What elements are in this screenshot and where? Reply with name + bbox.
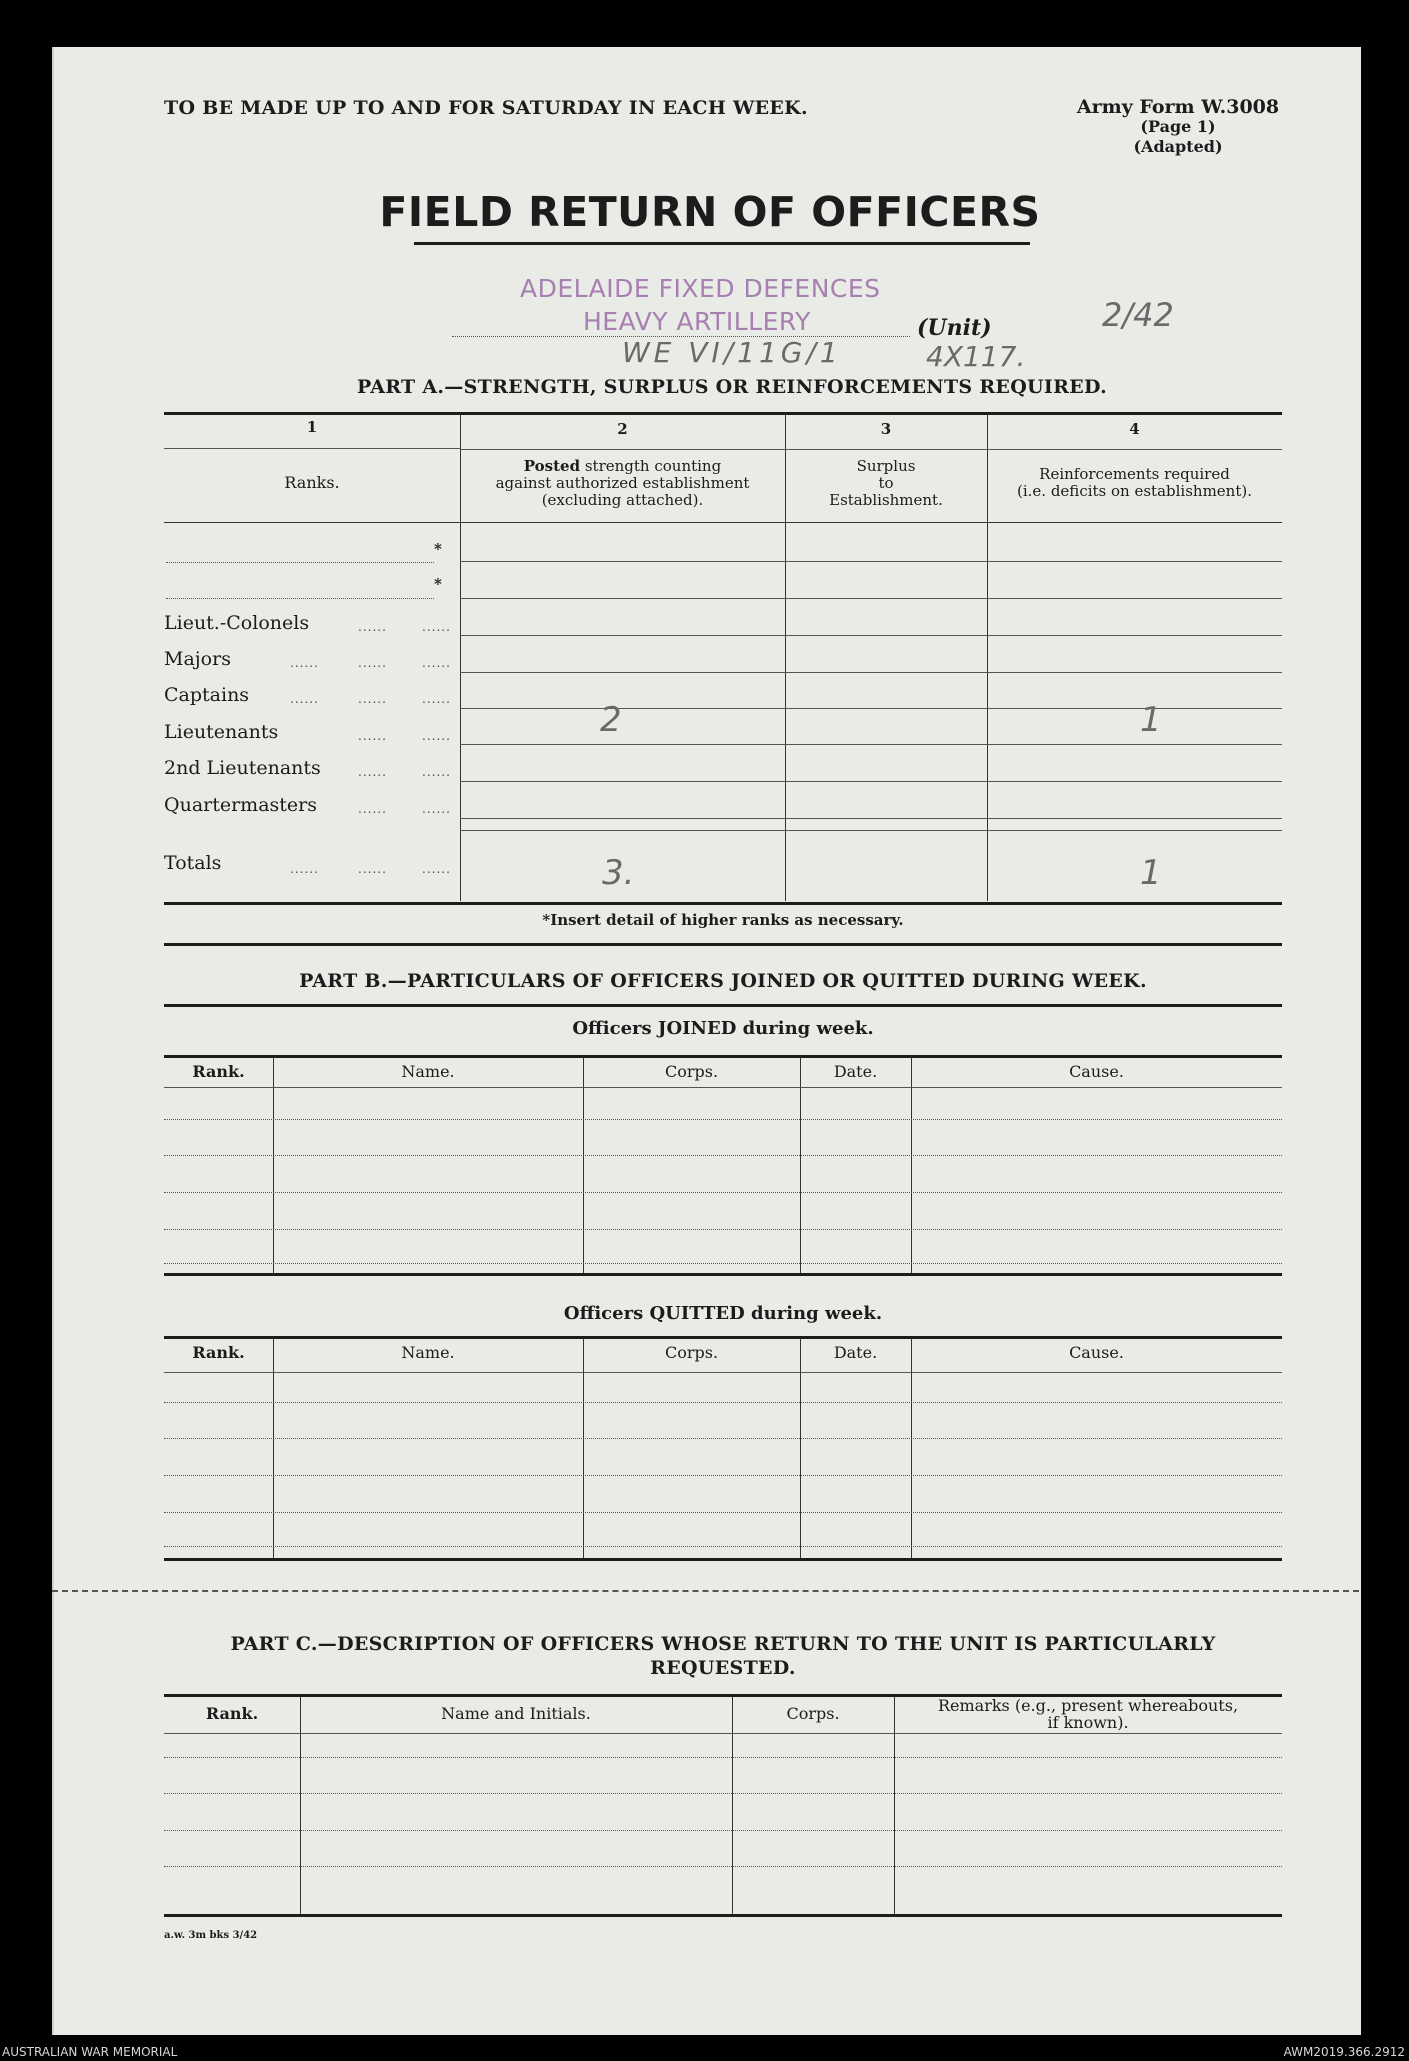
row-rule (460, 830, 1282, 831)
joined-col-name: Name. (401, 1062, 455, 1081)
row-rule (460, 635, 1282, 636)
col-number-2: 2 (617, 420, 628, 438)
quitted-row-line (164, 1475, 1282, 1476)
part-a-bottom-rule (164, 902, 1282, 905)
rank-label: Majors (164, 648, 231, 670)
part-c-row-line (164, 1830, 1282, 1831)
part-c-row-line (164, 1866, 1282, 1867)
totals-reinforcements-value: 1 (1140, 853, 1162, 893)
header-reinforcements (987, 466, 1282, 500)
quitted-row-line (164, 1438, 1282, 1439)
star-row-line (166, 562, 434, 563)
quitted-word: QUITTED (649, 1303, 745, 1324)
quitted-header-rule (164, 1372, 1282, 1373)
part-a-top-rule (164, 412, 1282, 415)
quitted-prefix: Officers (563, 1303, 650, 1324)
part-c-row-line (164, 1793, 1282, 1794)
handwritten-establishment: WE VI/11G/1 (622, 336, 842, 369)
quitted-col-cause: Cause. (1069, 1343, 1124, 1362)
header-reinf-line2: (i.e. deficits on establishment). (1017, 482, 1252, 500)
quitted-col-divider (583, 1338, 584, 1558)
part-b-top-rule (164, 1004, 1282, 1007)
title-underline (414, 242, 1030, 245)
joined-row-line (164, 1192, 1282, 1193)
part-c-col-name: Name and Initials. (441, 1704, 591, 1723)
quitted-col-date: Date. (833, 1343, 878, 1362)
quitted-heading (164, 1303, 1282, 1324)
joined-row-line (164, 1155, 1282, 1156)
quitted-row-line (164, 1402, 1282, 1403)
part-c-col-rank: Rank. (205, 1704, 259, 1723)
joined-suffix: during week. (736, 1018, 874, 1039)
rank-label: 2nd Lieutenants (164, 757, 321, 779)
header-posted-rest: strength counting (580, 457, 722, 475)
rank-label: Captains (164, 684, 250, 706)
joined-col-divider (273, 1057, 274, 1273)
form-number: Army Form W.3008 (1076, 96, 1280, 118)
part-b-title: PART B.—PARTICULARS OF OFFICERS JOINED OR QUITTED DURING WEEK. (299, 970, 1147, 992)
header-surplus-line3: Establishment. (829, 491, 943, 509)
joined-row-line (164, 1263, 1282, 1264)
row-rule (460, 818, 1282, 819)
star-row-line (166, 598, 434, 599)
row-rule (460, 598, 1282, 599)
header-ranks: Ranks. (284, 473, 340, 492)
star-marker: * (434, 575, 442, 593)
part-a-title: PART A.—STRENGTH, SURPLUS OR REINFORCEMENTS REQUIRED. (357, 376, 1107, 398)
joined-col-cause: Cause. (1069, 1062, 1124, 1081)
part-c-col-remarks (894, 1697, 1282, 1731)
part-c-header-rule (164, 1733, 1282, 1734)
joined-row-line (164, 1229, 1282, 1230)
header-surplus-line2: to (878, 474, 894, 492)
quitted-row-line (164, 1546, 1282, 1547)
unit-stamp-line1: ADELAIDE FIXED DEFENCES (520, 274, 881, 303)
part-a-footnote: *Insert detail of higher ranks as necessary. (542, 911, 904, 929)
header-rule (164, 448, 460, 449)
rank-label: Quartermasters (164, 794, 317, 816)
joined-heading (164, 1018, 1282, 1039)
part-c-table-bottom (164, 1914, 1282, 1917)
col-number-1: 1 (306, 418, 318, 436)
header-posted-line3: (excluding attached). (541, 491, 704, 509)
handwritten-code: 4X117. (926, 340, 1026, 373)
part-c-row-line (164, 1757, 1282, 1758)
section-divider (164, 943, 1282, 946)
quitted-row-line (164, 1512, 1282, 1513)
form-page: (Page 1) (1140, 117, 1216, 136)
header-rule (460, 449, 1282, 450)
part-c-col-corps: Corps. (786, 1704, 840, 1723)
lieutenants-reinforcements-value: 1 (1140, 700, 1162, 740)
header-surplus (785, 458, 987, 509)
tear-line (52, 1590, 1359, 1592)
header-posted-line2: against authorized establishment (495, 474, 750, 492)
page-title: FIELD RETURN OF OFFICERS (379, 188, 1041, 236)
rank-label: Lieut.-Colonels (164, 612, 310, 634)
totals-label: Totals (164, 852, 222, 874)
quitted-col-corps: Corps. (664, 1343, 719, 1362)
unit-label: (Unit) (917, 315, 992, 341)
quitted-col-rank: Rank. (192, 1343, 245, 1362)
header-posted-bold: Posted (523, 457, 581, 475)
joined-col-corps: Corps. (664, 1062, 719, 1081)
joined-header-rule (164, 1087, 1282, 1088)
joined-table-bottom (164, 1273, 1282, 1276)
quitted-suffix: during week. (744, 1303, 883, 1324)
joined-col-divider (800, 1057, 801, 1273)
header-posted (460, 458, 785, 509)
quitted-col-name: Name. (401, 1343, 455, 1362)
form-number-block (1068, 97, 1288, 157)
row-rule (460, 781, 1282, 782)
quitted-col-divider (273, 1338, 274, 1558)
joined-row-line (164, 1119, 1282, 1120)
joined-col-divider (583, 1057, 584, 1273)
handwritten-ref: 2/42 (1102, 296, 1174, 334)
header-bottom-rule (164, 522, 1282, 523)
joined-word: JOINED (657, 1018, 737, 1039)
row-rule (460, 561, 1282, 562)
footer-left: AUSTRALIAN WAR MEMORIAL (2, 2045, 178, 2059)
col-number-4: 4 (1129, 420, 1140, 438)
part-c-remarks-line2: if known). (1047, 1713, 1129, 1732)
part-c-title (164, 1632, 1282, 1680)
unit-stamp-line2: HEAVY ARTILLERY (583, 307, 811, 336)
part-c-col-divider (732, 1696, 733, 1914)
header-surplus-line1: Surplus (856, 457, 916, 475)
quitted-col-divider (911, 1338, 912, 1558)
weekly-instruction: TO BE MADE UP TO AND FOR SATURDAY IN EACH WEEK. (164, 97, 808, 119)
joined-table-top (164, 1055, 1282, 1058)
joined-col-rank: Rank. (192, 1062, 245, 1081)
footer-right: AWM2019.366.2912 (1283, 2045, 1405, 2059)
row-rule (460, 672, 1282, 673)
joined-col-divider (911, 1057, 912, 1273)
part-c-col-divider (300, 1696, 301, 1914)
print-code: a.w. 3m bks 3/42 (164, 1930, 258, 1941)
star-marker: * (434, 540, 442, 558)
rank-label: Lieutenants (164, 721, 279, 743)
totals-posted-value: 3. (602, 853, 635, 893)
part-c-title-line2: REQUESTED. (650, 1657, 796, 1679)
part-c-title-line1: PART C.—DESCRIPTION OF OFFICERS WHOSE RETURN TO THE UNIT IS PARTICULARLY (230, 1633, 1216, 1655)
header-reinf-line1: Reinforcements required (1039, 465, 1230, 483)
quitted-table-bottom (164, 1558, 1282, 1561)
part-c-remarks-line1: Remarks (e.g., present whereabouts, (937, 1696, 1239, 1715)
quitted-col-divider (800, 1338, 801, 1558)
col-number-3: 3 (880, 420, 892, 438)
form-adapted: (Adapted) (1133, 137, 1223, 156)
joined-col-date: Date. (833, 1062, 878, 1081)
joined-prefix: Officers (572, 1018, 658, 1039)
lieutenants-posted-value: 2 (600, 700, 622, 740)
row-rule (460, 744, 1282, 745)
quitted-table-top (164, 1336, 1282, 1339)
